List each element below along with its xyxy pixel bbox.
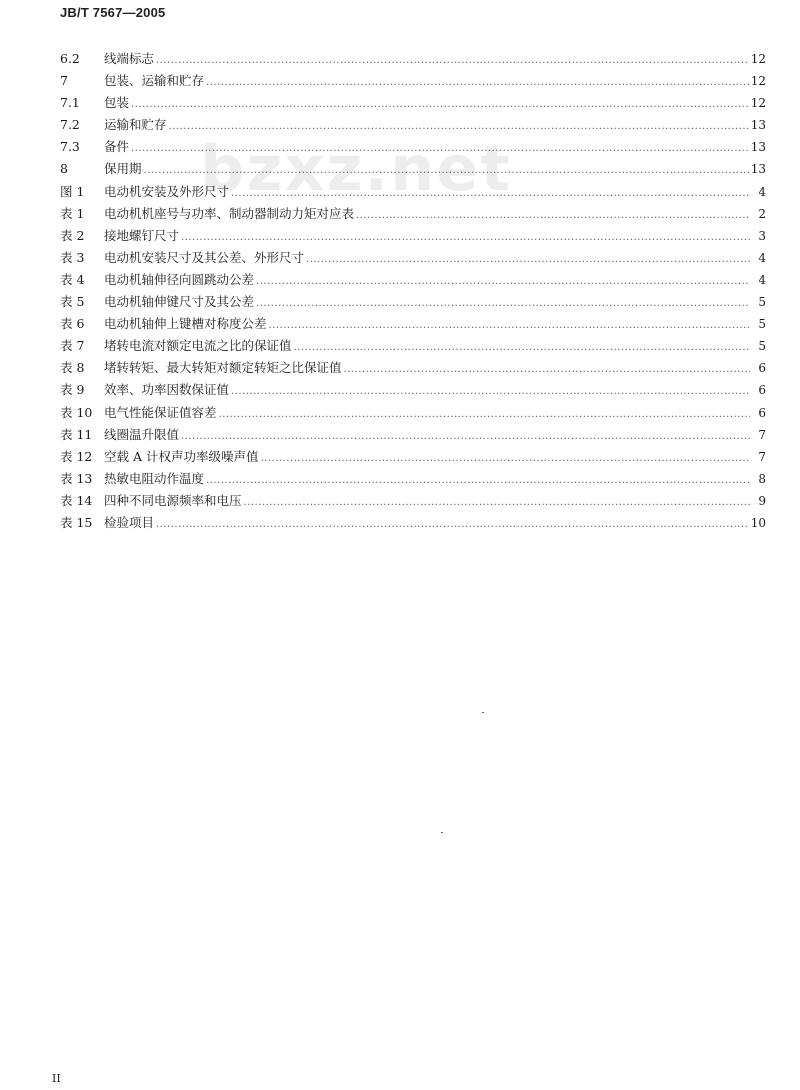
toc-dot-leader bbox=[306, 249, 750, 271]
toc-dot-leader bbox=[231, 183, 750, 205]
toc-entry-number: 表 10 bbox=[60, 404, 93, 420]
toc-entry[interactable] bbox=[60, 92, 766, 114]
toc-entry-page: 4 bbox=[758, 250, 766, 265]
toc-entry-title: 线端标志 bbox=[104, 51, 155, 66]
watermark: bzxz.net bbox=[200, 132, 512, 205]
toc-entry-number: 7.1 bbox=[60, 95, 80, 111]
toc-entry-title: 电动机轴伸径向圆跳动公差 bbox=[104, 271, 255, 287]
toc-dot-leader bbox=[260, 448, 750, 470]
toc-entry-number: 7.2 bbox=[60, 117, 80, 133]
toc-entry[interactable] bbox=[60, 291, 766, 313]
toc-dot-leader bbox=[256, 271, 750, 293]
toc-entry-title: 包装、运输和贮存 bbox=[104, 73, 205, 89]
toc-entry-page: 9 bbox=[758, 493, 766, 508]
toc-entry[interactable] bbox=[60, 446, 766, 468]
toc-entry-title: 线圈温升限值 bbox=[104, 426, 180, 442]
toc-entry-page: 12 bbox=[750, 74, 766, 89]
toc-entry[interactable] bbox=[60, 114, 766, 136]
toc-entry-title: 包装 bbox=[104, 95, 130, 111]
toc-dot-leader bbox=[156, 514, 749, 536]
toc-entry-number: 表 1 bbox=[60, 205, 85, 221]
scan-speck bbox=[441, 832, 443, 833]
scan-speck bbox=[482, 712, 484, 713]
toc-entry[interactable] bbox=[60, 158, 766, 180]
toc-entry[interactable] bbox=[60, 203, 766, 225]
toc-entry-title: 堵转电流对额定电流之比的保证值 bbox=[104, 338, 292, 354]
toc-entry-page: 3 bbox=[758, 228, 766, 243]
toc-entry-number: 表 5 bbox=[60, 294, 85, 310]
toc-entry[interactable] bbox=[60, 48, 766, 70]
toc-entry-title: 保用期 bbox=[104, 161, 142, 177]
toc-entry-title: 备件 bbox=[104, 139, 130, 155]
toc-entry-title: 电动机轴伸键尺寸及其公差 bbox=[104, 294, 255, 310]
toc-entry-page: 7 bbox=[758, 449, 766, 464]
toc-dot-leader bbox=[156, 50, 749, 72]
toc-entry[interactable] bbox=[60, 181, 766, 203]
toc-entry-title: 电动机机座号与功率、制动器制动力矩对应表 bbox=[104, 205, 355, 221]
toc-entry-title: 空载 A 计权声功率级噪声值 bbox=[104, 448, 259, 464]
toc-entry[interactable] bbox=[60, 468, 766, 490]
toc-entry-number: 表 11 bbox=[60, 426, 93, 442]
toc-dot-leader bbox=[206, 470, 750, 492]
table-of-contents bbox=[60, 48, 766, 534]
toc-dot-leader bbox=[144, 160, 749, 182]
toc-entry-page: 5 bbox=[758, 317, 766, 332]
toc-entry-title: 检验项目 bbox=[104, 514, 155, 530]
toc-entry-number: 6.2 bbox=[60, 51, 80, 66]
toc-entry-page: 6 bbox=[758, 405, 766, 420]
toc-dot-leader bbox=[269, 315, 750, 337]
toc-entry-page: 12 bbox=[750, 96, 766, 111]
toc-entry-page: 12 bbox=[750, 52, 766, 66]
toc-entry-number: 7 bbox=[60, 73, 68, 89]
standard-code-header: JB/T 7567—2005 bbox=[60, 5, 166, 20]
toc-entry-page: 5 bbox=[758, 295, 766, 310]
toc-entry-page: 8 bbox=[758, 471, 766, 486]
toc-dot-leader bbox=[356, 205, 750, 227]
toc-entry-page: 13 bbox=[750, 140, 766, 155]
toc-entry[interactable] bbox=[60, 269, 766, 291]
toc-entry-page: 6 bbox=[758, 383, 766, 398]
toc-entry-title: 效率、功率因数保证值 bbox=[104, 382, 230, 398]
toc-entry-page: 4 bbox=[758, 184, 766, 199]
toc-entry-title: 电动机安装及外形尺寸 bbox=[104, 183, 230, 199]
toc-dot-leader bbox=[131, 138, 749, 160]
toc-entry-number: 表 7 bbox=[60, 338, 85, 354]
toc-entry-number: 表 6 bbox=[60, 316, 85, 332]
toc-entry[interactable] bbox=[60, 225, 766, 247]
toc-entry-page: 4 bbox=[758, 272, 766, 287]
toc-entry-page: 2 bbox=[758, 206, 766, 221]
toc-entry-title: 电动机安装尺寸及其公差、外形尺寸 bbox=[104, 249, 305, 265]
toc-entry[interactable] bbox=[60, 379, 766, 401]
toc-entry-number: 表 8 bbox=[60, 360, 85, 376]
toc-entry-number: 表 3 bbox=[60, 249, 85, 265]
toc-entry-title: 热敏电阻动作温度 bbox=[104, 470, 205, 486]
toc-entry-number: 图 1 bbox=[60, 183, 85, 199]
toc-dot-leader bbox=[294, 337, 750, 359]
toc-dot-leader bbox=[131, 94, 749, 116]
toc-entry-number: 表 2 bbox=[60, 227, 85, 243]
toc-entry[interactable] bbox=[60, 490, 766, 512]
toc-dot-leader bbox=[181, 227, 750, 249]
toc-entry-number: 表 12 bbox=[60, 448, 93, 464]
toc-entry[interactable] bbox=[60, 402, 766, 424]
toc-entry-title: 运输和贮存 bbox=[104, 117, 167, 133]
toc-entry-number: 7.3 bbox=[60, 139, 80, 155]
toc-entry[interactable] bbox=[60, 357, 766, 379]
page-number: II bbox=[52, 1072, 61, 1085]
toc-entry[interactable] bbox=[60, 335, 766, 357]
toc-dot-leader bbox=[206, 72, 749, 94]
toc-entry-page: 10 bbox=[750, 515, 766, 530]
toc-entry[interactable] bbox=[60, 512, 766, 534]
toc-dot-leader bbox=[256, 293, 750, 315]
toc-entry-number: 表 13 bbox=[60, 470, 93, 486]
toc-entry-number: 8 bbox=[60, 161, 68, 177]
toc-entry-title: 电动机轴伸上键槽对称度公差 bbox=[104, 316, 267, 332]
toc-entry[interactable] bbox=[60, 136, 766, 158]
toc-entry-title: 接地螺钉尺寸 bbox=[104, 227, 180, 243]
toc-entry-page: 5 bbox=[758, 339, 766, 354]
toc-entry[interactable] bbox=[60, 247, 766, 269]
toc-entry[interactable] bbox=[60, 424, 766, 446]
toc-entry-title: 堵转转矩、最大转矩对额定转矩之比保证值 bbox=[104, 360, 342, 376]
toc-entry-page: 6 bbox=[758, 361, 766, 376]
toc-entry-page: 13 bbox=[750, 118, 766, 133]
toc-dot-leader bbox=[344, 359, 750, 381]
toc-dot-leader bbox=[244, 492, 750, 514]
toc-entry-title: 四种不同电源频率和电压 bbox=[104, 492, 242, 508]
toc-dot-leader bbox=[169, 116, 749, 138]
toc-dot-leader bbox=[231, 381, 750, 403]
toc-entry[interactable] bbox=[60, 313, 766, 335]
toc-dot-leader bbox=[219, 404, 750, 426]
toc-entry-number: 表 9 bbox=[60, 382, 85, 398]
toc-entry-title: 电气性能保证值容差 bbox=[104, 404, 217, 420]
toc-dot-leader bbox=[181, 426, 750, 448]
toc-entry-page: 13 bbox=[750, 162, 766, 177]
toc-entry-number: 表 14 bbox=[60, 492, 93, 508]
toc-entry-page: 7 bbox=[758, 427, 766, 442]
toc-entry-number: 表 4 bbox=[60, 271, 85, 287]
toc-entry[interactable] bbox=[60, 70, 766, 92]
toc-entry-number: 表 15 bbox=[60, 514, 93, 530]
